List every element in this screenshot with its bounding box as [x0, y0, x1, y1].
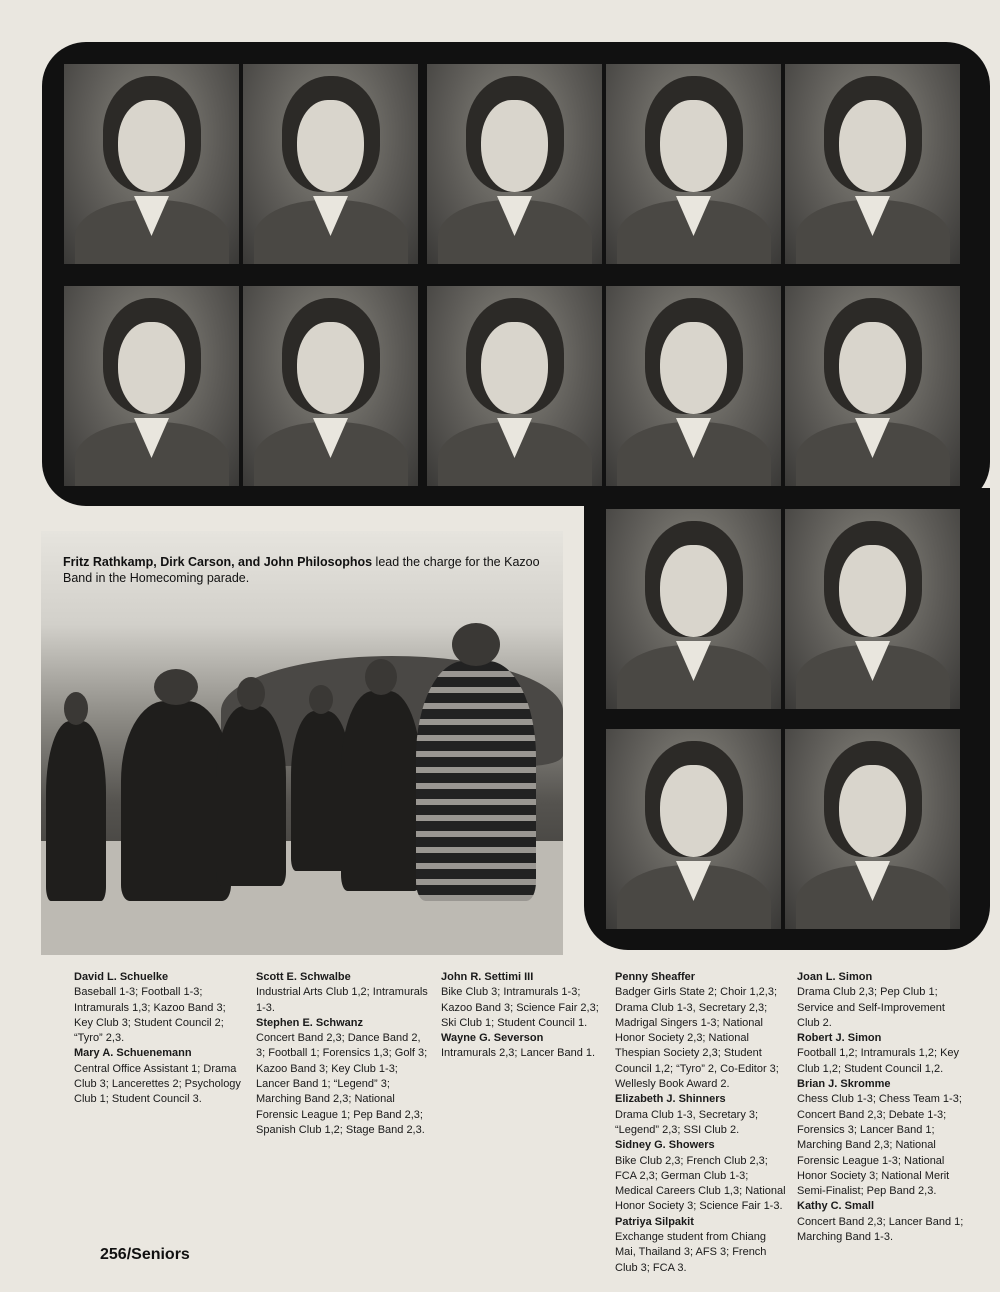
bio-entry — [615, 970, 787, 1092]
student-activities: Drama Club 2,3; Pep Club 1; Service and Self-Improvement Club 2. — [797, 986, 945, 1029]
bio-column-5 — [797, 970, 969, 1245]
student-name: Joan L. Simon — [797, 971, 873, 983]
bio-entry — [797, 1031, 969, 1077]
student-name: Sidney G. Showers — [615, 1139, 715, 1152]
portrait-face — [839, 322, 906, 414]
student-name: Patriya Silpakit — [615, 1215, 694, 1228]
student-activities: Bike Club 3; Intramurals 1-3; Kazoo Band 3; Science Fair 2,3; Ski Club 1; Student Council 1. — [441, 986, 599, 1029]
student-activities: Football 1,2; Intramurals 1,2; Key Club 1,2; Student Council 1,2. — [797, 1047, 960, 1075]
bio-entry — [441, 1031, 613, 1062]
bio-entry — [797, 1199, 969, 1245]
page-folio: 256/Seniors — [100, 1246, 190, 1263]
caption-text: lead the charge for the Kazoo Band in the Homecoming parade. — [63, 555, 540, 585]
student-activities: Industrial Arts Club 1,2; Intramurals 1-3. — [256, 986, 428, 1014]
portrait-face — [118, 100, 185, 192]
student-name: Robert J. Simon — [797, 1032, 882, 1045]
bio-entry — [615, 1138, 787, 1214]
marcher-figure — [46, 721, 106, 901]
student-name: Wayne G. Severson — [441, 1032, 544, 1045]
bio-column-3 — [441, 970, 613, 1062]
student-name: Kathy C. Small — [797, 1200, 875, 1213]
student-activities: Badger Girls State 2; Choir 1,2,3; Drama Club 1-3, Secretary 2,3; Madrigal Singers 1-3; National Honor Society 2,3; National Thespian Society 2,3; Student Council 1,2; “Tyro” 2, Co-Editor 3; Wellesly Book Award 2. — [615, 986, 779, 1091]
senior-portrait — [243, 64, 418, 264]
portrait-face — [297, 100, 364, 192]
senior-portrait — [606, 286, 781, 486]
student-activities: Chess Club 1-3; Chess Team 1-3; Concert Band 2,3; Debate 1-3; Forensics 3; Lancer Band 1; Marching Band 2,3; National Forensic League 1-3; National Honor Society 3; National Merit Semi-Finalist; Pep Band 2,3. — [797, 1093, 962, 1198]
bio-entry — [256, 1016, 428, 1138]
senior-portrait — [243, 286, 418, 486]
bio-entry — [615, 1215, 787, 1276]
senior-portrait — [785, 729, 960, 929]
marcher-figure — [121, 701, 231, 901]
bio-entry — [797, 1077, 969, 1199]
bio-column-2 — [256, 970, 428, 1138]
portrait-face — [481, 100, 548, 192]
senior-portrait — [427, 286, 602, 486]
bio-column-4 — [615, 970, 787, 1276]
portrait-face — [660, 100, 727, 192]
senior-portrait — [427, 64, 602, 264]
portrait-face — [660, 765, 727, 857]
bio-entry — [74, 970, 246, 1046]
senior-portrait — [606, 729, 781, 929]
student-name: Brian J. Skromme — [797, 1078, 891, 1091]
senior-portrait — [785, 64, 960, 264]
senior-portrait — [64, 64, 239, 264]
bio-entry — [441, 970, 613, 1031]
student-name: John R. Settimi III — [441, 971, 534, 983]
bio-entry — [74, 1046, 246, 1107]
portrait-face — [297, 322, 364, 414]
photo-caption — [63, 554, 553, 586]
marcher-figure — [216, 706, 286, 886]
student-activities: Baseball 1-3; Football 1-3; Intramurals 1,3; Kazoo Band 3; Key Club 3; Student Council 2; “Tyro” 2,3. — [74, 986, 226, 1045]
student-name: Scott E. Schwalbe — [256, 971, 351, 983]
portrait-face — [839, 100, 906, 192]
senior-portrait — [606, 64, 781, 264]
student-activities: Central Office Assistant 1; Drama Club 3; Lancerettes 2; Psychology Club 1; Student Council 3. — [74, 1062, 241, 1106]
caption-names: Fritz Rathkamp, Dirk Carson, and John Philosophos — [63, 555, 373, 569]
student-activities: Drama Club 1-3, Secretary 3; “Legend” 2,3; SSI Club 2. — [615, 1108, 759, 1136]
student-name: Stephen E. Schwanz — [256, 1016, 363, 1029]
portrait-face — [839, 765, 906, 857]
bio-column-1 — [74, 970, 246, 1108]
senior-portrait — [606, 509, 781, 709]
student-name: Penny Sheaffer — [615, 971, 696, 983]
senior-portrait — [785, 509, 960, 709]
student-activities: Exchange student from Chiang Mai, Thailand 3; AFS 3; French Club 3; FCA 3. — [615, 1231, 767, 1274]
student-name: Mary A. Schuenemann — [74, 1047, 192, 1060]
portrait-face — [660, 322, 727, 414]
bio-entry — [256, 970, 428, 1016]
student-activities: Concert Band 2,3; Dance Band 2, 3; Football 1; Forensics 1,3; Golf 3; Kazoo Band 3; Key Club 1-3; Lancer Band 1; “Legend” 3; Marching Band 2,3; National Forensic League 1; Pep Band 2,3; Spanish Club 1,2; Stage Band 2,3. — [256, 1032, 428, 1136]
portrait-face — [118, 322, 185, 414]
portrait-face — [660, 545, 727, 637]
bio-entry — [797, 970, 969, 1031]
senior-portrait — [64, 286, 239, 486]
portrait-face — [839, 545, 906, 637]
student-name: Elizabeth J. Shinners — [615, 1093, 726, 1106]
marcher-figure — [416, 661, 536, 901]
portrait-face — [481, 322, 548, 414]
bio-entry — [615, 1092, 787, 1138]
student-activities: Bike Club 2,3; French Club 2,3; FCA 2,3; German Club 1-3; Medical Careers Club 1,3; National Honor Society 3; Science Fair 1-3. — [615, 1154, 786, 1213]
marcher-figure — [341, 691, 421, 891]
student-activities: Intramurals 2,3; Lancer Band 1. — [441, 1047, 596, 1060]
student-name: David L. Schuelke — [74, 971, 169, 983]
senior-portrait — [785, 286, 960, 486]
student-activities: Concert Band 2,3; Lancer Band 1; Marching Band 1-3. — [797, 1215, 964, 1244]
parade-photo — [41, 531, 563, 955]
